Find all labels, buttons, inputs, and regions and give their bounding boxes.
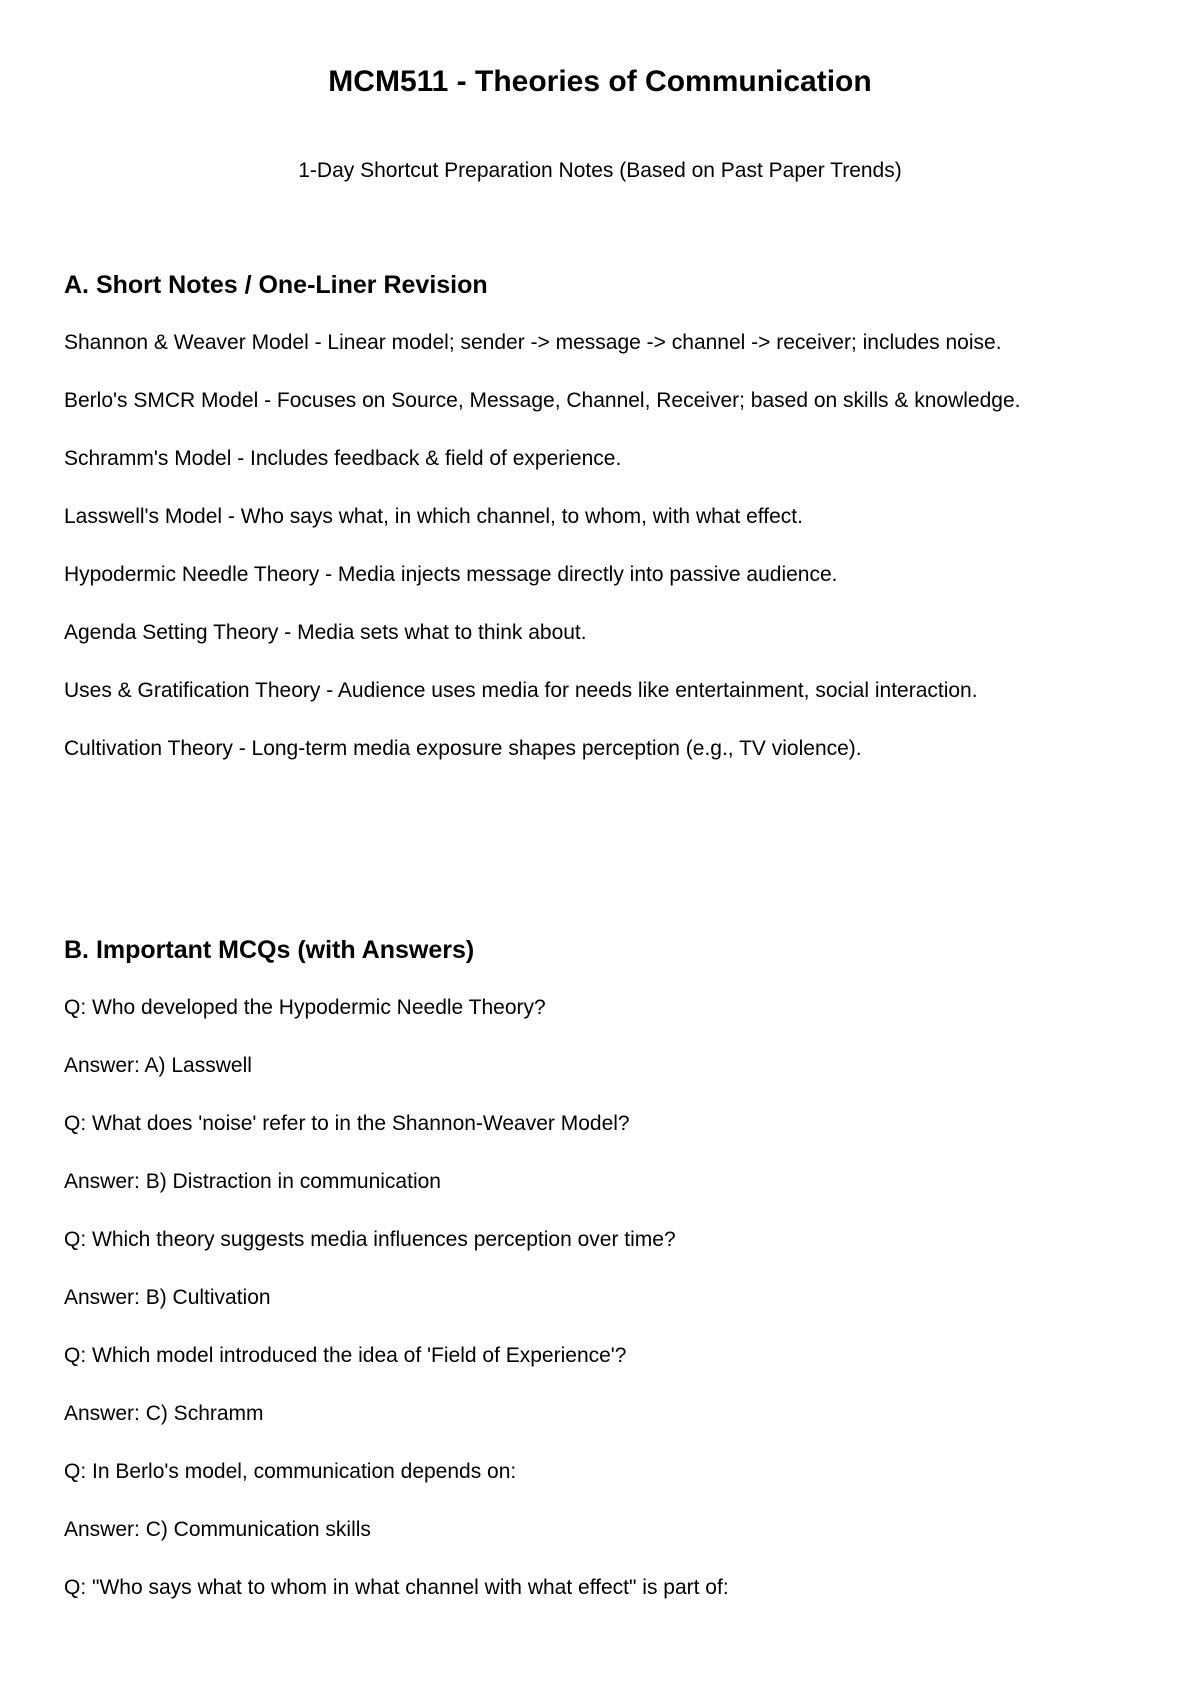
notes-list [64, 314, 1138, 778]
note-item: Hypodermic Needle Theory - Media injects message directly into passive audience. [64, 563, 838, 586]
mcq-answer: Answer: B) Cultivation [64, 1286, 271, 1309]
mcq-question: Q: What does 'noise' refer to in the Shannon-Weaver Model? [64, 1112, 630, 1135]
note-item: Berlo's SMCR Model - Focuses on Source, Message, Channel, Receiver; based on skills & knowledge. [64, 389, 1021, 412]
section-short-notes [64, 268, 1138, 778]
section-mcqs [64, 933, 1138, 1617]
note-item: Schramm's Model - Includes feedback & field of experience. [64, 447, 622, 470]
document-title: MCM511 - Theories of Communication [328, 65, 872, 98]
note-item: Cultivation Theory - Long-term media exposure shapes perception (e.g., TV violence). [64, 737, 862, 760]
mcq-answer: Answer: C) Schramm [64, 1402, 264, 1425]
document-subtitle: 1-Day Shortcut Preparation Notes (Based on Past Paper Trends) [298, 159, 902, 182]
mcq-list [64, 979, 1138, 1617]
mcq-question: Q: Who developed the Hypodermic Needle Theory? [64, 996, 546, 1019]
section-b-heading: B. Important MCQs (with Answers) [64, 936, 475, 964]
mcq-question: Q: In Berlo's model, communication depends on: [64, 1460, 517, 1483]
mcq-question: Q: Which model introduced the idea of 'Field of Experience'? [64, 1344, 627, 1367]
note-item: Lasswell's Model - Who says what, in which channel, to whom, with what effect. [64, 505, 803, 528]
note-item: Uses & Gratification Theory - Audience uses media for needs like entertainment, social interaction. [64, 679, 978, 702]
section-a-heading: A. Short Notes / One-Liner Revision [64, 271, 488, 299]
mcq-question: Q: Which theory suggests media influences perception over time? [64, 1228, 676, 1251]
note-item: Agenda Setting Theory - Media sets what to think about. [64, 621, 587, 644]
mcq-answer: Answer: A) Lasswell [64, 1054, 252, 1077]
mcq-answer: Answer: B) Distraction in communication [64, 1170, 441, 1193]
mcq-question: Q: "Who says what to whom in what channel with what effect" is part of: [64, 1576, 729, 1599]
note-item: Shannon & Weaver Model - Linear model; sender -> message -> channel -> receiver; includes noise. [64, 331, 1002, 354]
mcq-answer: Answer: C) Communication skills [64, 1518, 371, 1541]
